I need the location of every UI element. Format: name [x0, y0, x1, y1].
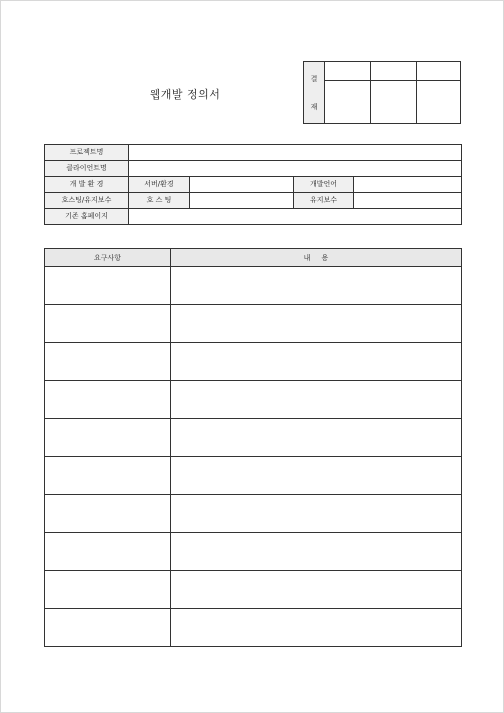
dev-language-field[interactable] [354, 177, 462, 193]
requirement-cell[interactable] [45, 267, 171, 305]
client-name-label: 클라이언트명 [45, 161, 129, 177]
content-column-header: 내 용 [171, 249, 462, 267]
server-env-label: 서버/환경 [129, 177, 190, 193]
table-row [45, 267, 462, 305]
project-info-table [44, 144, 462, 225]
requirement-cell[interactable] [45, 305, 171, 343]
dev-language-label: 개발언어 [294, 177, 354, 193]
project-name-label: 프로젝트명 [45, 145, 129, 161]
approval-signer-3-header[interactable] [417, 62, 460, 80]
approval-label-bottom: 재 [310, 103, 318, 111]
table-row [45, 305, 462, 343]
hosting-label: 호 스 팅 [129, 193, 190, 209]
table-row [45, 177, 462, 193]
requirement-cell[interactable] [45, 381, 171, 419]
client-name-field[interactable] [129, 161, 462, 177]
requirement-cell[interactable] [45, 419, 171, 457]
approval-label-column [304, 62, 325, 123]
content-cell[interactable] [171, 495, 462, 533]
existing-homepage-label: 기존 홈페이지 [45, 209, 129, 225]
requirement-cell[interactable] [45, 495, 171, 533]
requirements-table [44, 248, 462, 647]
table-row [45, 193, 462, 209]
requirements-column-header: 요구사항 [45, 249, 171, 267]
maintenance-label: 유지보수 [294, 193, 354, 209]
table-row [45, 419, 462, 457]
table-row [45, 343, 462, 381]
approval-box [303, 61, 461, 124]
approval-signer-1-header[interactable] [325, 62, 370, 80]
table-row [45, 381, 462, 419]
requirement-cell[interactable] [45, 571, 171, 609]
approval-signer-3-sign[interactable] [417, 81, 460, 123]
table-row [45, 161, 462, 177]
content-cell[interactable] [171, 305, 462, 343]
table-row [45, 495, 462, 533]
requirement-cell[interactable] [45, 609, 171, 647]
approval-signer-2-sign[interactable] [371, 81, 416, 123]
table-row [45, 457, 462, 495]
hosting-field[interactable] [190, 193, 294, 209]
content-cell[interactable] [171, 533, 462, 571]
table-row [45, 145, 462, 161]
maintenance-field[interactable] [354, 193, 462, 209]
content-cell[interactable] [171, 609, 462, 647]
server-env-field[interactable] [190, 177, 294, 193]
approval-signer-2-header[interactable] [371, 62, 416, 80]
content-cell[interactable] [171, 419, 462, 457]
table-row [45, 571, 462, 609]
content-cell[interactable] [171, 267, 462, 305]
approval-label-top: 결 [310, 75, 318, 83]
table-row [45, 533, 462, 571]
content-cell[interactable] [171, 457, 462, 495]
table-row [45, 609, 462, 647]
table-row [45, 209, 462, 225]
approval-signer-1-sign[interactable] [325, 81, 370, 123]
document-title: 웹개발 정의서 [149, 88, 221, 101]
requirement-cell[interactable] [45, 533, 171, 571]
requirement-cell[interactable] [45, 457, 171, 495]
dev-env-label: 개 발 환 경 [45, 177, 129, 193]
hosting-maintenance-label: 호스팅/유지보수 [45, 193, 129, 209]
content-cell[interactable] [171, 571, 462, 609]
existing-homepage-field[interactable] [129, 209, 462, 225]
requirement-cell[interactable] [45, 343, 171, 381]
table-header-row [45, 249, 462, 267]
content-cell[interactable] [171, 381, 462, 419]
project-name-field[interactable] [129, 145, 462, 161]
content-cell[interactable] [171, 343, 462, 381]
